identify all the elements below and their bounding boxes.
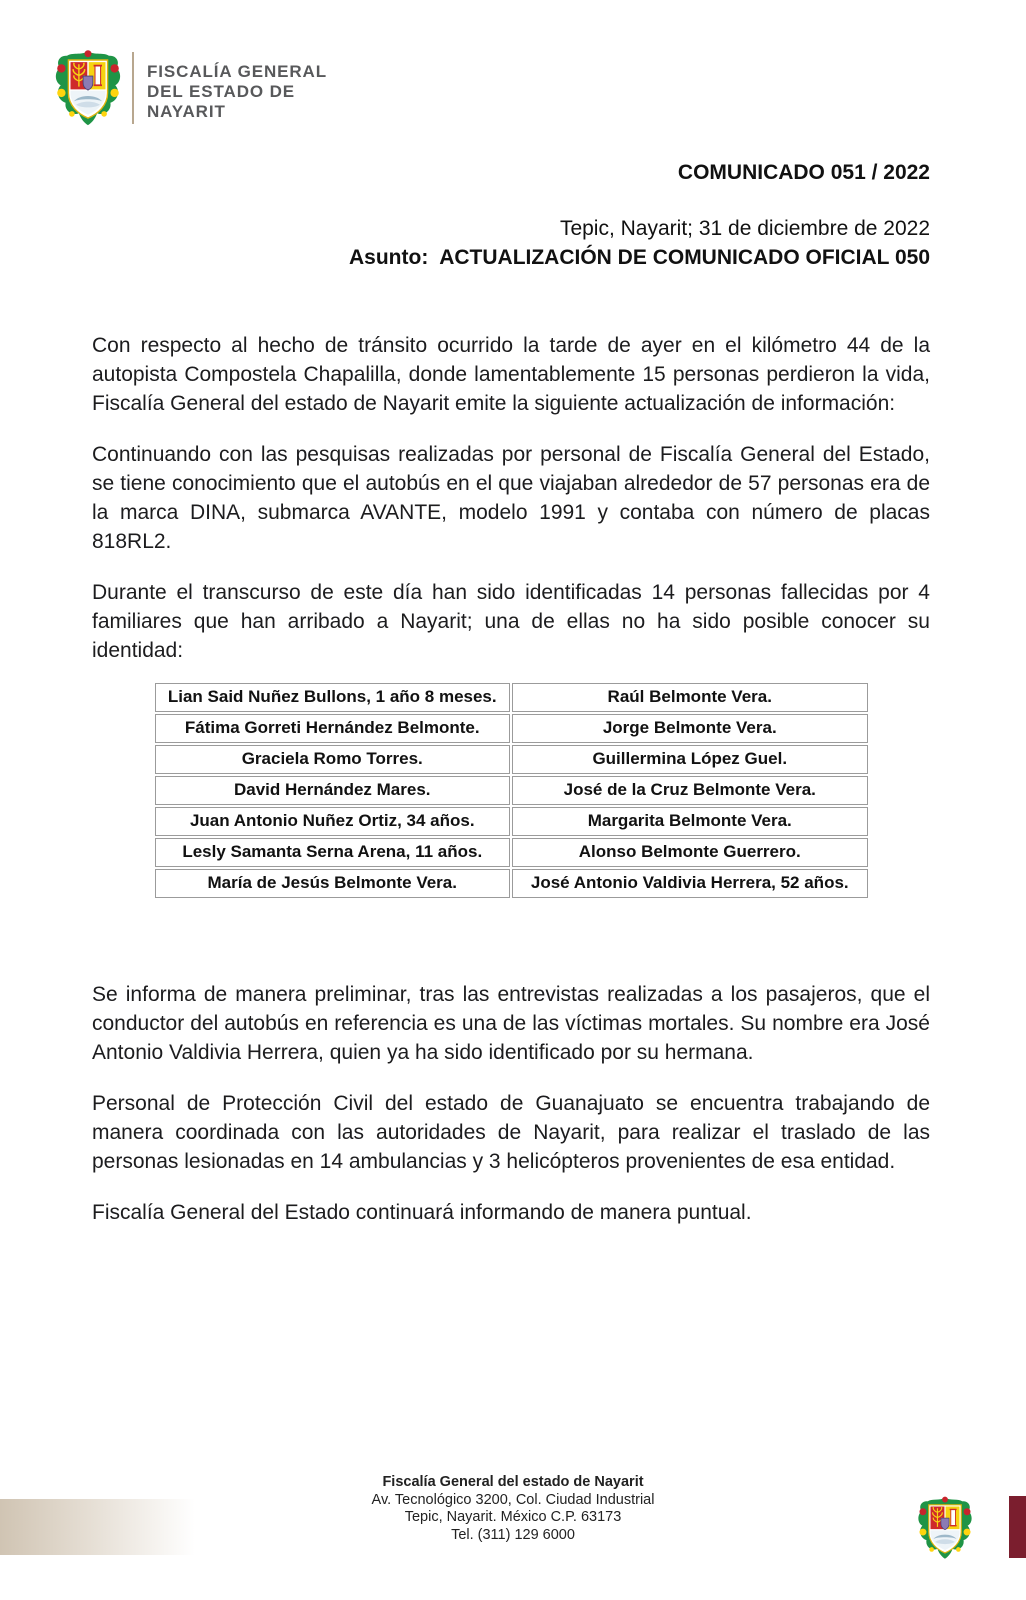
paragraph-6: Fiscalía General del Estado continuará informando de manera puntual. <box>92 1201 752 1224</box>
paragraph-3: Durante el transcurso de este día han sido identificadas 14 personas fallecidas por 4 familiares que han arribado a Nayarit; una de ellas no ha sido posible conocer su identidad: <box>92 581 930 662</box>
table-row <box>155 745 868 774</box>
brand-divider <box>132 52 134 124</box>
nayarit-coat-of-arms-icon <box>916 1496 974 1560</box>
footer-contact-block <box>0 1474 1026 1544</box>
heading-block <box>349 158 930 272</box>
victim-name-cell: Jorge Belmonte Vera. <box>512 714 868 743</box>
victim-name-cell: Juan Antonio Nuñez Ortiz, 34 años. <box>155 807 511 836</box>
table-row <box>155 683 868 712</box>
victims-table <box>153 681 870 900</box>
paragraph-1: Con respecto al hecho de tránsito ocurrido la tarde de ayer en el kilómetro 44 de la autopista Compostela Chapalilla, donde lamentablemente 15 personas perdieron la vida, Fiscalía General del estado de Nayarit emite la siguiente actualización de información: <box>92 334 930 415</box>
victim-name-cell: Lesly Samanta Serna Arena, 11 años. <box>155 838 511 867</box>
victim-name-cell: Lian Said Nuñez Bullons, 1 año 8 meses. <box>155 683 511 712</box>
victim-name-cell: Fátima Gorreti Hernández Belmonte. <box>155 714 511 743</box>
paragraph-4: Se informa de manera preliminar, tras las entrevistas realizadas a los pasajeros, que el conductor del autobús en referencia es una de las víctimas mortales. Su nombre era José Antonio Valdivia Herrera, quien ya ha sido identificado por su hermana. <box>92 983 930 1064</box>
agency-name-line3: NAYARIT <box>147 102 226 121</box>
victim-name-cell: María de Jesús Belmonte Vera. <box>155 869 511 898</box>
victim-name-cell: Graciela Romo Torres. <box>155 745 511 774</box>
victim-name-cell: Guillermina López Guel. <box>512 745 868 774</box>
footer-org-name: Fiscalía General del estado de Nayarit <box>382 1474 644 1490</box>
victim-name-cell: Alonso Belmonte Guerrero. <box>512 838 868 867</box>
victim-name-cell: David Hernández Mares. <box>155 776 511 805</box>
dateline: Tepic, Nayarit; 31 de diciembre de 2022 <box>559 217 930 240</box>
victim-name-cell: Margarita Belmonte Vera. <box>512 807 868 836</box>
agency-name-line1: FISCALÍA GENERAL <box>147 62 327 81</box>
table-row <box>155 714 868 743</box>
victim-name-cell: José Antonio Valdivia Herrera, 52 años. <box>512 869 868 898</box>
table-row <box>155 807 868 836</box>
comunicado-number: COMUNICADO 051 / 2022 <box>677 161 930 184</box>
table-row <box>155 776 868 805</box>
agency-name-line2: DEL ESTADO DE <box>147 82 296 101</box>
table-row <box>155 869 868 898</box>
footer-address: Av. Tecnológico 3200, Col. Ciudad Industrial <box>371 1491 655 1508</box>
footer-maroon-bar <box>1009 1496 1026 1558</box>
subject-line: Asunto: ACTUALIZACIÓN DE COMUNICADO OFICIAL 050 <box>349 246 930 269</box>
paragraph-2: Continuando con las pesquisas realizadas por personal de Fiscalía General del Estado, se tiene conocimiento que el autobús en el que viajaban alrededor de 57 personas era de la marca DINA, submarca AVANTE, modelo 1991 y contaba con número de placas 818RL2. <box>92 443 930 553</box>
agency-name <box>147 62 327 122</box>
footer-city: Tepic, Nayarit. México C.P. 63173 <box>404 1509 622 1525</box>
footer-phone: Tel. (311) 129 6000 <box>451 1526 575 1543</box>
nayarit-coat-of-arms-icon <box>53 48 123 128</box>
victim-name-cell: Raúl Belmonte Vera. <box>512 683 868 712</box>
document-body <box>92 331 930 1249</box>
table-row <box>155 838 868 867</box>
victim-name-cell: José de la Cruz Belmonte Vera. <box>512 776 868 805</box>
paragraph-5: Personal de Protección Civil del estado de Guanajuato se encuentra trabajando de manera coordinada con las autoridades de Nayarit, para realizar el traslado de las personas lesionadas en 14 ambulancias y 3 helicópteros provenientes de esa entidad. <box>92 1092 930 1173</box>
